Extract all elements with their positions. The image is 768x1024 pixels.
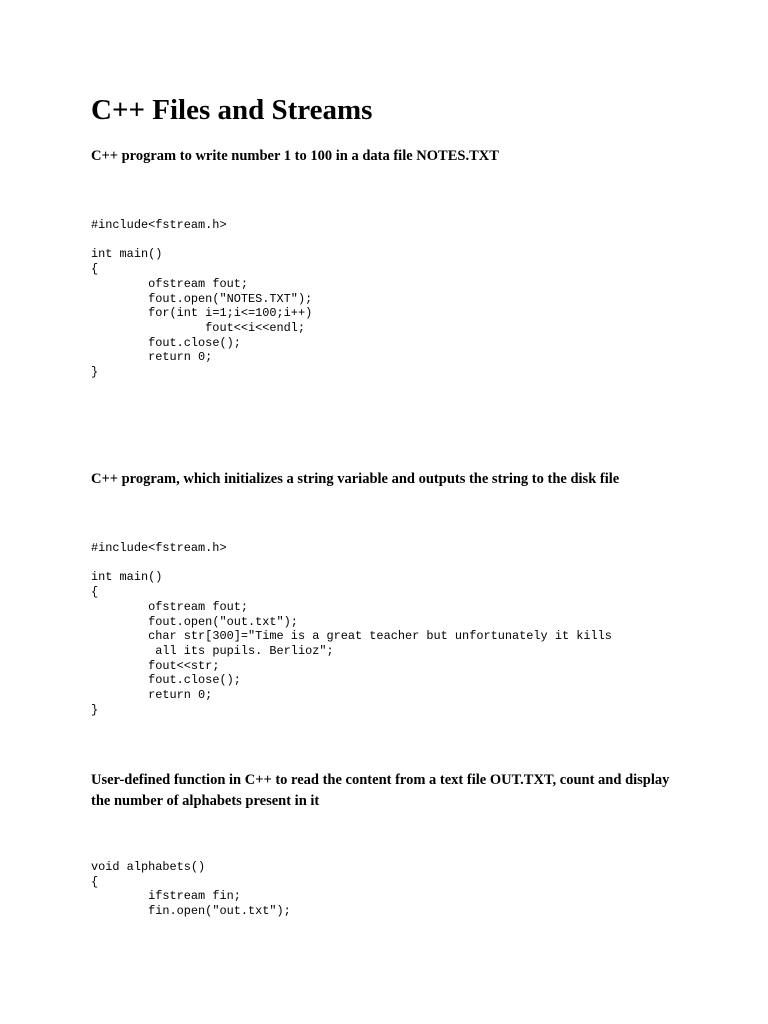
code-block-count-alphabets: void alphabets() { ifstream fin; fin.open("out.txt"); bbox=[91, 860, 291, 919]
code-block-string-output: #include<fstream.h> int main() { ofstream fout; fout.open("out.txt"); char str[300]="Time is a great teacher but unfortunately it kills all its pupils. Berlioz"; fout<<str; fout.close(); return 0; } bbox=[91, 541, 612, 717]
section-heading-string-output: C++ program, which initializes a string variable and outputs the string to the disk file bbox=[91, 471, 620, 487]
code-block-write-numbers: #include<fstream.h> int main() { ofstream fout; fout.open("NOTES.TXT"); for(int i=1;i<=100;i++) fout<<i<<endl; fout.close(); return 0; } bbox=[91, 218, 313, 380]
section-heading-write-numbers: C++ program to write number 1 to 100 in a data file NOTES.TXT bbox=[91, 148, 499, 164]
page-title: C++ Files and Streams bbox=[91, 94, 373, 126]
section-heading-count-alphabets: User-defined function in C++ to read the content from a text file OUT.TXT, count and display the number of alphabets present in it bbox=[91, 772, 670, 809]
